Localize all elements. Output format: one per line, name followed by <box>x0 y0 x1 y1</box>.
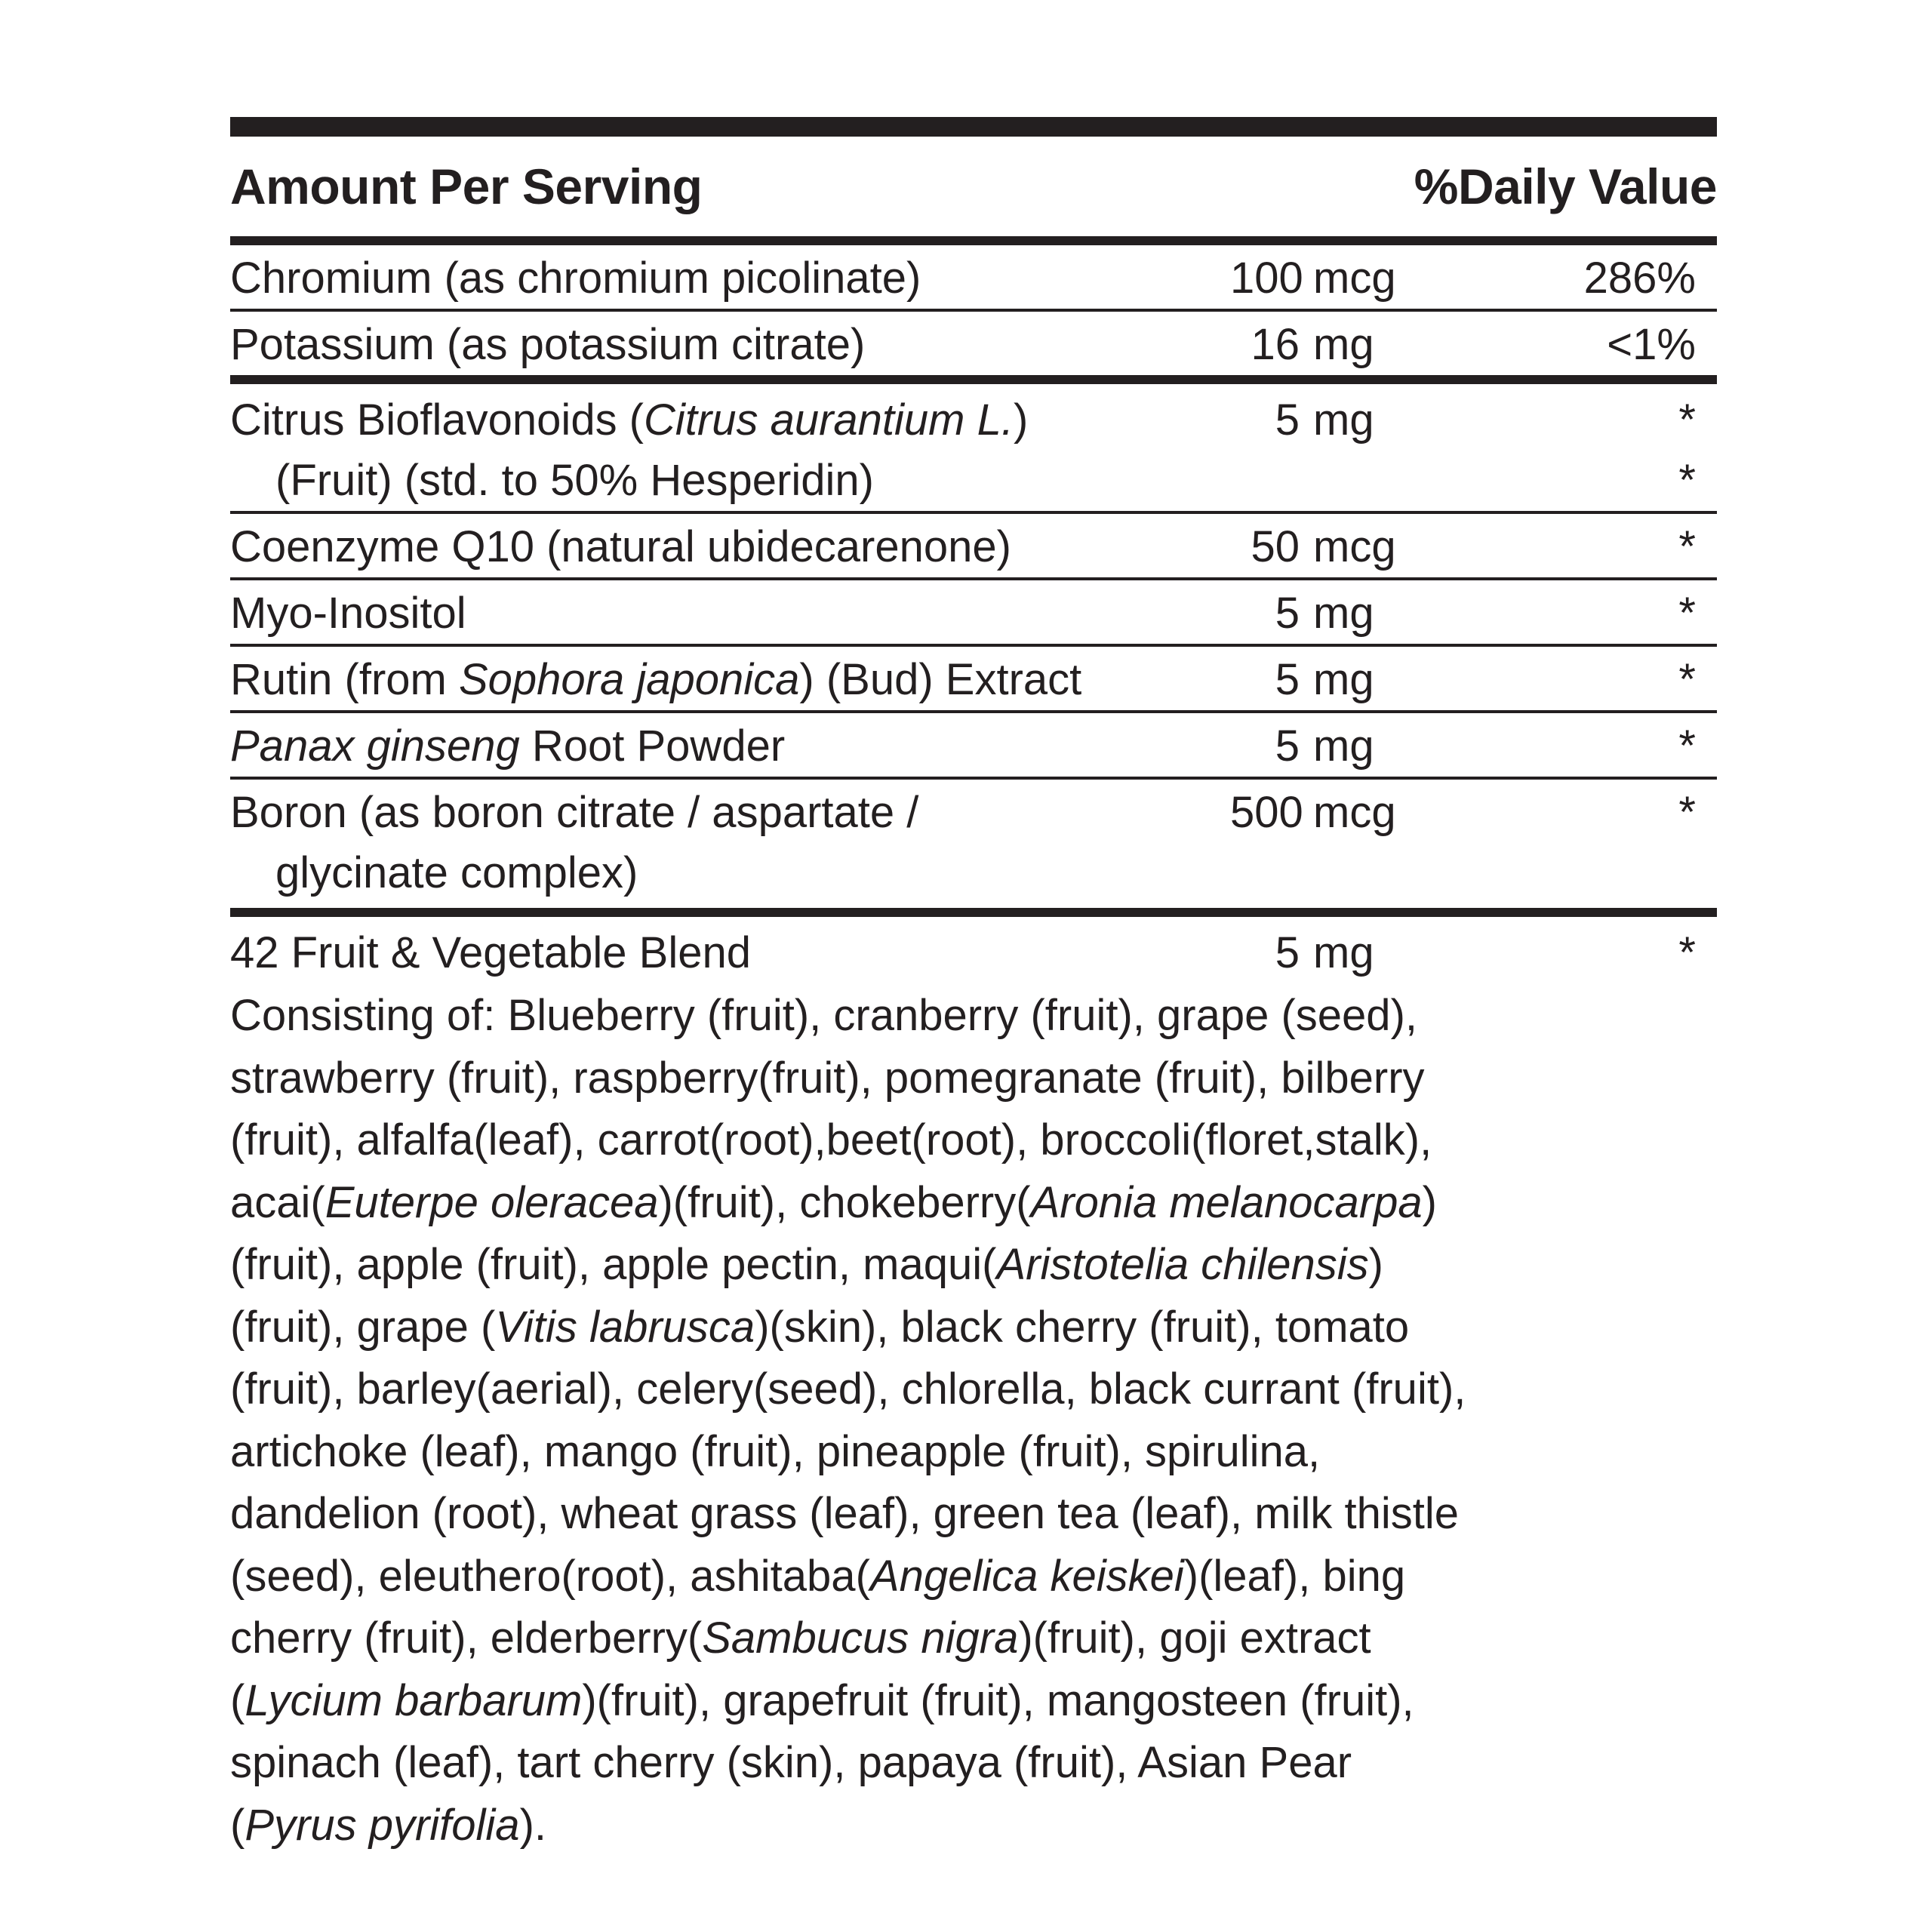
nutrient-unit: mcg <box>1313 254 1396 303</box>
blend-text: ) <box>1422 1177 1437 1227</box>
blend-ingredients-paragraph <box>230 985 1717 1857</box>
nutrient-name: 42 Fruit & Vegetable Blend <box>230 928 752 977</box>
nutrient-amount: 5 <box>1275 928 1300 977</box>
blend-latin: Angelica keiskei <box>869 1551 1184 1601</box>
nutrient-dv: * <box>1678 788 1696 837</box>
blend-line: Consisting of: Blueberry (fruit), cranberry (fruit), grape (seed), <box>230 991 1417 1040</box>
nutrient-row-chromium <box>230 245 1717 309</box>
daily-value-label: %Daily Value <box>1414 158 1717 214</box>
supplement-facts-panel <box>230 117 1717 1857</box>
blend-line <box>230 1795 1717 1857</box>
nutrient-unit: mcg <box>1313 522 1396 571</box>
nutrient-name: Myo-Inositol <box>230 589 466 638</box>
blend-text: ( <box>230 1800 245 1850</box>
blend-text: )(fruit), chokeberry( <box>658 1177 1031 1227</box>
column-header <box>230 137 1717 236</box>
nutrient-name <box>230 716 1230 777</box>
blend-latin: Pyrus pyrifolia <box>245 1800 520 1850</box>
nutrient-unit: mcg <box>1313 788 1396 837</box>
nutrient-row-citrus-cont <box>230 451 1717 511</box>
blend-text: cherry (fruit), elderberry( <box>230 1614 703 1663</box>
nutrient-dv: * <box>1678 721 1696 771</box>
blend-text: )(leaf), bing <box>1183 1551 1406 1601</box>
nutrient-name-cont: glycinate complex) <box>275 848 638 897</box>
blend-line: dandelion (root), wheat grass (leaf), green tea (leaf), milk thistle <box>230 1489 1459 1538</box>
blend-line <box>230 1546 1717 1608</box>
blend-text: (fruit), grape ( <box>230 1302 496 1352</box>
nutrient-dv: <1% <box>1607 320 1696 369</box>
blend-text: )(fruit), grapefruit (fruit), mangosteen (fruit), <box>582 1675 1414 1725</box>
blend-line <box>230 1607 1717 1670</box>
nutrient-dv: * <box>1678 655 1696 704</box>
blend-line: (fruit), alfalfa(leaf), carrot(root),beet(root), broccoli(floret,stalk), <box>230 1115 1432 1164</box>
nutrient-unit: mg <box>1313 320 1374 369</box>
nutrient-amount: 5 <box>1275 589 1300 638</box>
nutrient-unit: mg <box>1313 928 1374 977</box>
blend-text: ). <box>519 1800 546 1850</box>
blend-line: artichoke (leaf), mango (fruit), pineapple (fruit), spirulina, <box>230 1426 1321 1476</box>
nutrient-row-ginseng <box>230 713 1717 777</box>
nutrient-dv: 286% <box>1583 254 1696 303</box>
nutrient-dv: * <box>1678 456 1696 505</box>
blend-text: (fruit), apple (fruit), apple pectin, maqui( <box>230 1240 997 1289</box>
empty-cell <box>1230 843 1313 903</box>
blend-latin: Sambucus nigra <box>702 1614 1019 1663</box>
blend-latin: Aronia melanocarpa <box>1030 1177 1423 1227</box>
nutrient-row-potassium <box>230 312 1717 375</box>
nutrient-amount: 16 <box>1251 320 1300 369</box>
nutrient-amount: 5 <box>1275 395 1300 445</box>
nutrient-name: Potassium (as potassium citrate) <box>230 320 866 369</box>
nutrient-amount: 5 <box>1275 721 1300 771</box>
blend-line <box>230 1670 1717 1733</box>
nutrient-row-boron <box>230 780 1717 843</box>
nutrient-amount: 50 <box>1251 522 1300 571</box>
nutrient-row-rutin <box>230 647 1717 710</box>
blend-line: (fruit), barley(aerial), celery(seed), chlorella, black currant (fruit), <box>230 1364 1466 1414</box>
nutrient-name: Chromium (as chromium picolinate) <box>230 254 921 303</box>
empty-cell <box>1230 451 1313 511</box>
nutrient-row-boron-cont <box>230 843 1717 908</box>
nutrient-name <box>230 650 1230 710</box>
section-rule <box>230 375 1717 384</box>
blend-text: )(fruit), goji extract <box>1018 1614 1371 1663</box>
nutrient-unit: mg <box>1313 655 1374 704</box>
blend-latin: Euterpe oleracea <box>325 1177 659 1227</box>
nutrient-row-blend <box>230 923 1717 983</box>
top-thick-rule <box>230 117 1717 137</box>
blend-latin: Aristotelia chilensis <box>996 1240 1369 1289</box>
nutrient-dv: * <box>1678 589 1696 638</box>
blend-text: acai( <box>230 1177 325 1227</box>
name-text: ) <box>1013 395 1029 445</box>
nutrient-amount: 100 <box>1230 254 1303 303</box>
blend-latin: Vitis labrusca <box>495 1302 755 1352</box>
nutrient-dv: * <box>1678 522 1696 571</box>
blend-text: ) <box>1368 1240 1383 1289</box>
blend-line <box>230 1297 1717 1359</box>
section-rule <box>230 908 1717 917</box>
name-text: ) (Bud) Extract <box>799 655 1082 704</box>
name-latin: Panax ginseng <box>230 721 520 771</box>
blend-text: (seed), eleuthero(root), ashitaba( <box>230 1551 870 1601</box>
nutrient-name: Coenzyme Q10 (natural ubidecarenone) <box>230 522 1011 571</box>
empty-cell <box>1313 451 1464 511</box>
name-latin: Sophora japonica <box>458 655 800 704</box>
nutrient-unit: mg <box>1313 395 1374 445</box>
blend-line: strawberry (fruit), raspberry(fruit), pomegranate (fruit), bilberry <box>230 1053 1425 1103</box>
nutrient-amount: 500 <box>1230 788 1303 837</box>
nutrient-amount: 5 <box>1275 655 1300 704</box>
nutrient-row-citrus <box>230 390 1717 451</box>
blend-line: spinach (leaf), tart cherry (skin), papaya (fruit), Asian Pear <box>230 1738 1352 1787</box>
blend-text: )(skin), black cherry (fruit), tomato <box>755 1302 1410 1352</box>
name-text: Citrus Bioflavonoids ( <box>230 395 644 445</box>
name-latin: Citrus aurantium L. <box>644 395 1014 445</box>
amount-per-serving-label: Amount Per Serving <box>230 158 703 214</box>
empty-cell <box>1313 843 1464 903</box>
nutrient-dv: * <box>1678 395 1696 445</box>
nutrient-unit: mg <box>1313 589 1374 638</box>
nutrient-name-cont: (Fruit) (std. to 50% Hesperidin) <box>275 456 874 505</box>
nutrient-row-inositol <box>230 580 1717 644</box>
blend-latin: Lycium barbarum <box>245 1675 583 1725</box>
blend-text: ( <box>230 1675 245 1725</box>
header-rule <box>230 236 1717 245</box>
name-text: Root Powder <box>519 721 786 771</box>
empty-cell <box>1464 843 1717 903</box>
nutrient-dv: * <box>1678 928 1696 977</box>
nutrient-name: Boron (as boron citrate / aspartate / <box>230 788 919 837</box>
blend-line <box>230 1172 1717 1235</box>
nutrient-unit: mg <box>1313 721 1374 771</box>
blend-line <box>230 1234 1717 1297</box>
nutrient-name <box>230 390 1230 451</box>
nutrient-row-coq10 <box>230 514 1717 577</box>
name-text: Rutin (from <box>230 655 459 704</box>
